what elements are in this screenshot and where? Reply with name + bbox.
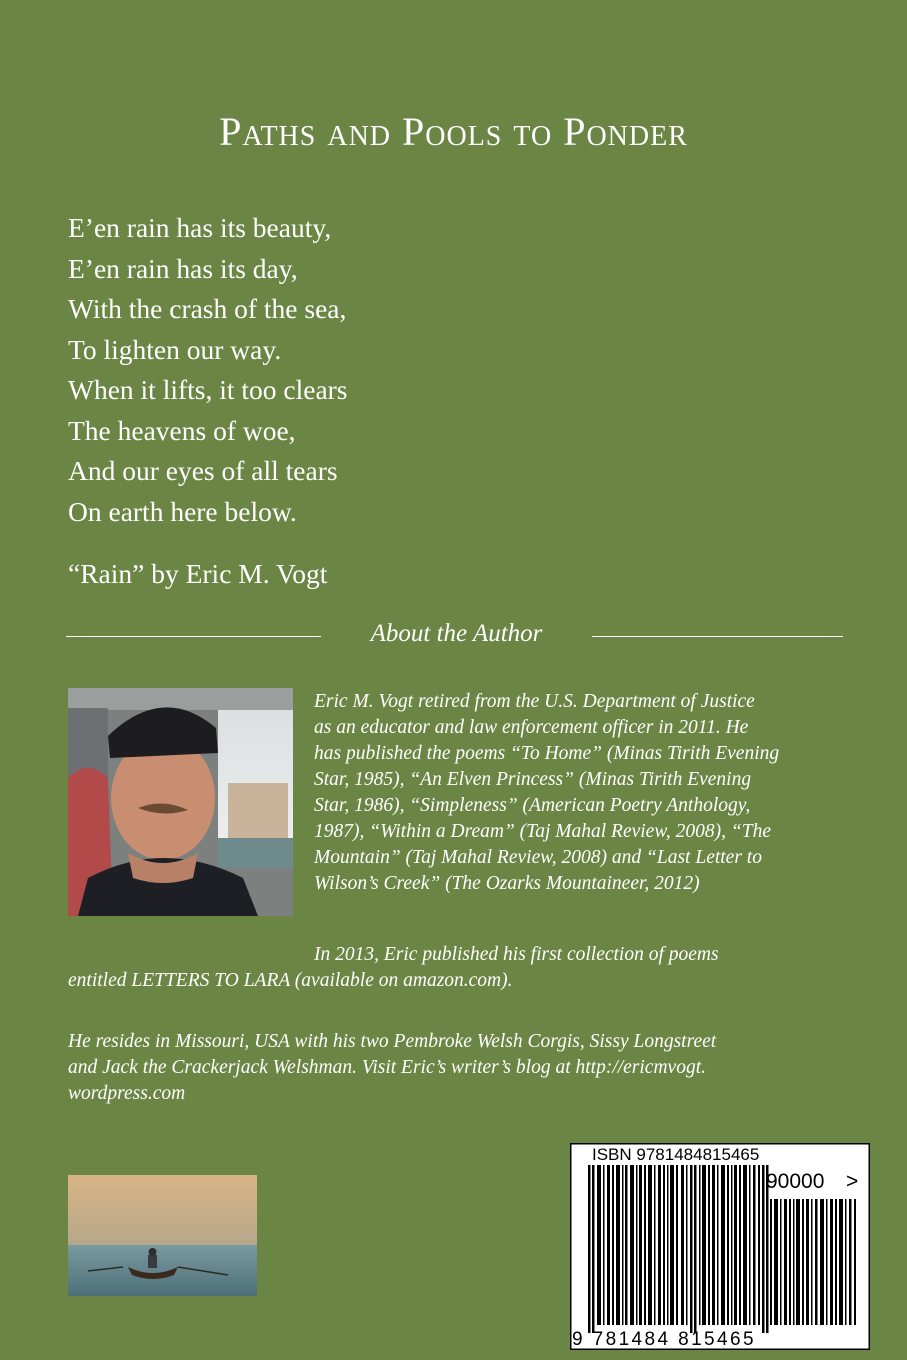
bio-line: and Jack the Crackerjack Welshman. Visit Eric’s writer’s blog at http://ericmvogt. [68, 1057, 706, 1078]
about-heading: About the Author [370, 620, 543, 647]
isbn-barcode [570, 1143, 870, 1350]
bio-line: Mountain” (Taj Mahal Review, 2008) and “Last Letter to [314, 847, 762, 868]
poem-line: When it lifts, it too clears [68, 374, 348, 405]
bio-line: 1987), “Within a Dream” (Taj Mahal Review, 2008), “The [314, 821, 771, 842]
divider-left [66, 636, 321, 637]
author-bio [314, 689, 854, 897]
poem-line: The heavens of woe, [68, 414, 296, 446]
poem-attribution: “Rain” by Eric M. Vogt [68, 558, 328, 589]
barcode-bars [570, 1143, 870, 1350]
poem-line: On earth here below. [68, 495, 297, 527]
barcode-digits: 9 781484 815465 [572, 1329, 756, 1350]
author-photo [68, 688, 293, 916]
divider-right [592, 636, 843, 637]
bio-line: wordpress.com [68, 1083, 186, 1104]
bio-line: entitled LETTERS TO LARA (available on amazon.com). [68, 970, 513, 991]
author-residence-note [68, 1029, 858, 1107]
bio-line: has published the poems “To Home” (Minas Tirith Evening [314, 743, 780, 764]
bio-line: In 2013, Eric published his first collection of poems [314, 944, 719, 965]
bio-line: Eric M. Vogt retired from the U.S. Department of Justice [314, 691, 755, 712]
poem-line: To lighten our way. [68, 333, 282, 365]
bio-line: Star, 1986), “Simpleness” (American Poetry Anthology, [314, 795, 751, 816]
poem-line: With the crash of the sea, [68, 293, 347, 324]
bio-line: as an educator and law enforcement officer in 2011. He [314, 717, 749, 738]
poem-line: E’en rain has its beauty, [68, 212, 332, 243]
author-publication-note [68, 942, 858, 994]
rowboat-painting [68, 1175, 257, 1296]
poem-rain [68, 208, 348, 532]
bio-line: Star, 1985), “An Elven Princess” (Minas Tirith Evening [314, 769, 752, 790]
isbn-label: ISBN 9781484815465 [592, 1145, 760, 1164]
poem-line: And our eyes of all tears [68, 455, 338, 486]
bio-line: He resides in Missouri, USA with his two Pembroke Welsh Corgis, Sissy Longstreet [68, 1031, 717, 1052]
book-title: Paths and Pools to Ponder [219, 109, 688, 154]
poem-line: E’en rain has its day, [68, 252, 298, 284]
price-arrow: > [846, 1170, 859, 1193]
bio-line: Wilson’s Creek” (The Ozarks Mountaineer, 2012) [314, 873, 700, 894]
price-code: 90000 [766, 1170, 825, 1193]
